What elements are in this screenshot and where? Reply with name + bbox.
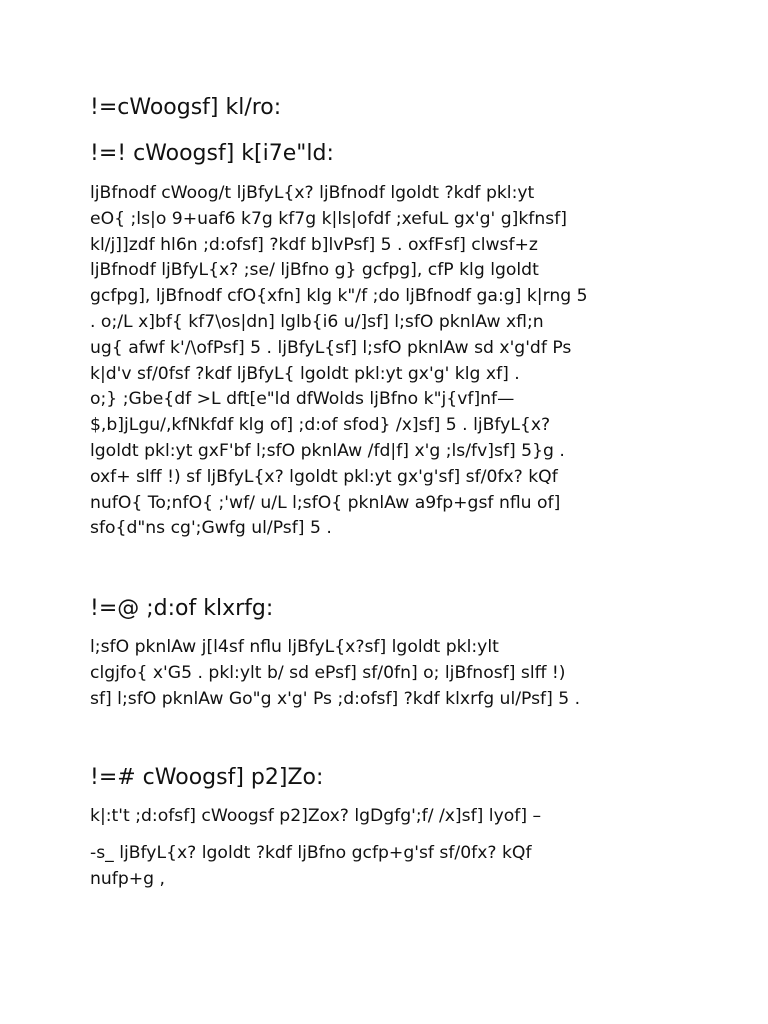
text-line: o;} ;Gbe{df >L dft[e"ld dfWolds ljBfno k"j{vf]nf—: [90, 389, 515, 410]
heading-study-outline: !=cWoogsf] kl/ro:: [90, 95, 282, 120]
text-line: nufp+g ,: [90, 868, 165, 889]
text-line: ug{ afwf k'/\ofPsf] 5 . ljBfyL{sf] l;sfO pknlAw sd x'g'df Ps: [90, 337, 572, 358]
paragraph-objective-a: [90, 841, 690, 893]
text-line: k|d'v sf/0fsf ?kdf ljBfyL{ lgoldt pkl:yt gx'g' klg xf] .: [90, 363, 520, 384]
text-line: sf] l;sfO pknlAw Go"g x'g' Ps ;d:ofsf] ?kdf klxrfg ul/Psf] 5 .: [90, 688, 581, 709]
text-line: clgjfo{ x'G5 . pkl:ylt b/ sd ePsf] sf/0fn] o; ljBfnosf] slff !): [90, 662, 566, 683]
text-line: ljBfnodf cWoog/t ljBfyL{x? ljBfnodf lgoldt ?kdf pkl:yt: [90, 183, 535, 203]
text-line: -s_ ljBfyL{x? lgoldt ?kdf ljBfno gcfp+g'sf sf/0fx? kQf: [90, 843, 532, 863]
text-line: ljBfnodf ljBfyL{x? ;se/ ljBfno g} gcfpg], cfP klg lgoldt: [90, 260, 539, 281]
text-line: lgoldt pkl:yt gxF'bf l;sfO pknlAw /fd|f] x'g ;ls/fv]sf] 5}g .: [90, 440, 565, 461]
text-line: nufO{ To;nfO{ ;'wf/ u/L l;sfO{ pknlAw a9fp+gsf nflu of]: [90, 492, 561, 513]
heading-study-objectives: !=# cWoogsf] p2]Zo:: [90, 765, 324, 790]
text-line: sfo{d"ns cg';Gwfg ul/Psf] 5 .: [90, 518, 332, 539]
paragraph-problem: [90, 635, 690, 712]
text-line: $,b]jLgu/,kfNkfdf klg of] ;d:of sfod} /x]sf] 5 . ljBfyL{x?: [90, 415, 551, 436]
text-line: . o;/L x]bf{ kf7\os|dn] lglb{i6 u/]sf] l;sfO pknlAw xfl;n: [90, 311, 544, 332]
text-line: l;sfO pknlAw j[l4sf nflu ljBfyL{x?sf] lgoldt pkl:ylt: [90, 637, 499, 657]
text-line: oxf+ slff !) sf ljBfyL{x? lgoldt pkl:yt gx'g'sf] sf/0fx? kQf: [90, 466, 558, 487]
text-line: gcfpg], ljBfnodf cfO{xfn] klg k"/f ;do ljBfnodf ga:g] k|rng 5: [90, 286, 588, 307]
text-line: k|:t't ;d:ofsf] cWoogsf p2]Zox? lgDgfg';f/ /x]sf] lyof] –: [90, 806, 542, 826]
paragraph-background: [90, 181, 690, 542]
heading-problem-identification: !=@ ;d:of klxrfg:: [90, 596, 274, 621]
text-line: kl/j]]zdf hl6n ;d:ofsf] ?kdf b]lvPsf] 5 . oxfFsf] clwsf+z: [90, 234, 538, 255]
heading-study-background: !=! cWoogsf] k[i7e"ld:: [90, 141, 334, 166]
text-line: eO{ ;ls|o 9+uaf6 k7g kf7g k|ls|ofdf ;xefuL gx'g' g]kfnsf]: [90, 208, 567, 229]
paragraph-objectives-intro: [90, 804, 690, 830]
